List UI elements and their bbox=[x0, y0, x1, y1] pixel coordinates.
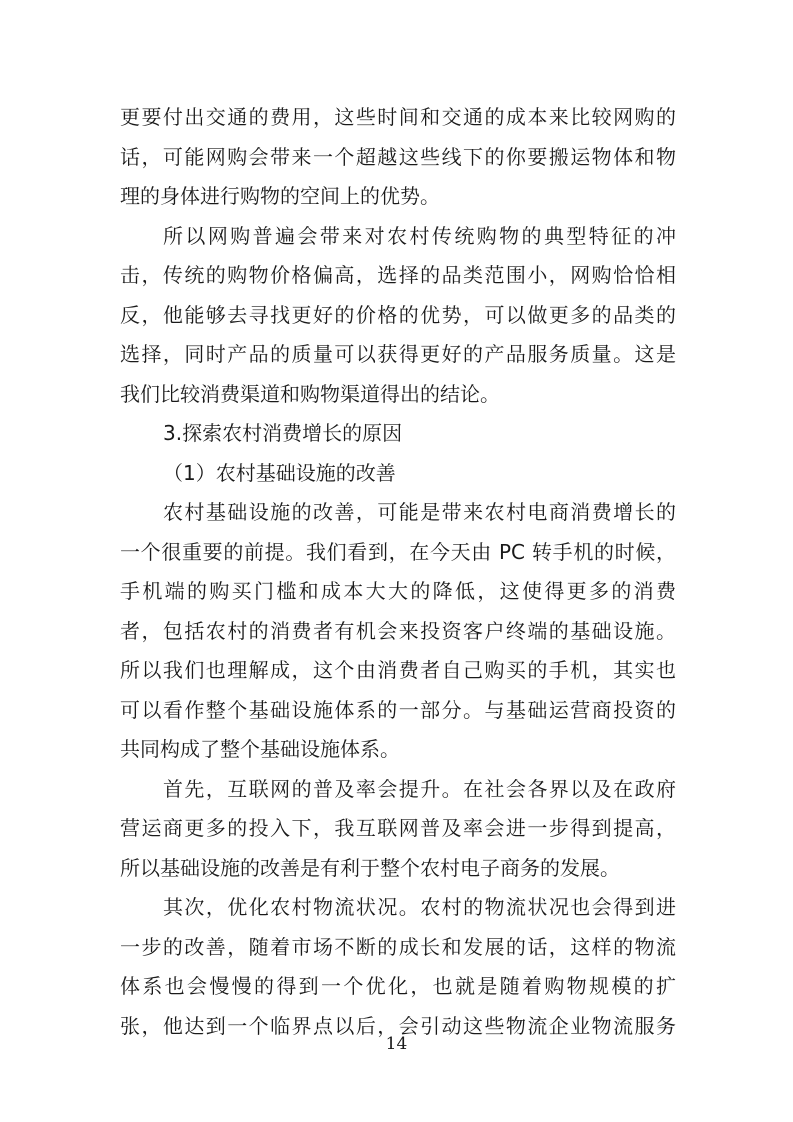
text-line: 张，他达到一个临界点以后，会引动这些物流企业物流服务 bbox=[120, 1013, 676, 1038]
paragraph-1 bbox=[120, 98, 676, 217]
paragraph-2 bbox=[120, 217, 676, 415]
text-line: 一步的改善，随着市场不断的成长和发展的话，这样的物流 bbox=[120, 934, 676, 959]
text-line: 理的身体进行购物的空间上的优势。 bbox=[120, 184, 440, 208]
text-line: 所以我们也理解成，这个由消费者自己购买的手机，其实也 bbox=[120, 658, 676, 682]
text-line: 手机端的购买门槛和成本大大的降低，这使得更多的消费 bbox=[120, 579, 676, 603]
text-line: 共同构成了整个基础设施体系。 bbox=[120, 737, 400, 761]
text-line: 一个很重要的前提。我们看到，在今天由 PC 转手机的时候， bbox=[120, 539, 676, 564]
text-line: 首先，互联网的普及率会提升。在社会各界以及在政府 bbox=[163, 776, 676, 801]
paragraph-3 bbox=[120, 493, 676, 770]
text-line: 我们比较消费渠道和购物渠道得出的结论。 bbox=[120, 381, 500, 406]
text-line: 话，可能网购会带来一个超越这些线下的你要搬运物体和物 bbox=[120, 144, 676, 169]
text-line: 更要付出交通的费用，这些时间和交通的成本来比较网购的 bbox=[120, 105, 676, 129]
text-line: 击，传统的购物价格偏高，选择的品类范围小，网购恰恰相 bbox=[120, 263, 676, 287]
text-line: 所以网购普遍会带来对农村传统购物的典型特征的冲 bbox=[163, 223, 676, 248]
text-line: 反，他能够去寻找更好的价格的优势，可以做更多的品类的 bbox=[120, 302, 676, 327]
text-line: 可以看作整个基础设施体系的一部分。与基础运营商投资的 bbox=[120, 697, 676, 722]
subsection-heading: （1）农村基础设施的改善 bbox=[163, 460, 396, 485]
text-line: 者，包括农村的消费者有机会来投资客户终端的基础设施。 bbox=[120, 618, 676, 643]
text-line: 选择，同时产品的质量可以获得更好的产品服务质量。这是 bbox=[120, 342, 676, 366]
paragraph-5 bbox=[120, 888, 676, 1046]
paragraph-4 bbox=[120, 770, 676, 889]
document-body bbox=[120, 98, 676, 1046]
text-line: 营运商更多的投入下，我互联网普及率会进一步得到提高， bbox=[120, 816, 676, 840]
text-line: 农村基础设施的改善，可能是带来农村电商消费增长的 bbox=[163, 500, 676, 524]
section-heading: 3.探索农村消费增长的原因 bbox=[163, 421, 403, 445]
page-number: 14 bbox=[385, 1034, 408, 1054]
text-line: 体系也会慢慢的得到一个优化，也就是随着购物规模的扩 bbox=[120, 974, 676, 998]
text-line: 其次，优化农村物流状况。农村的物流状况也会得到进 bbox=[163, 895, 676, 919]
text-line: 所以基础设施的改善是有利于整个农村电子商务的发展。 bbox=[120, 855, 620, 880]
